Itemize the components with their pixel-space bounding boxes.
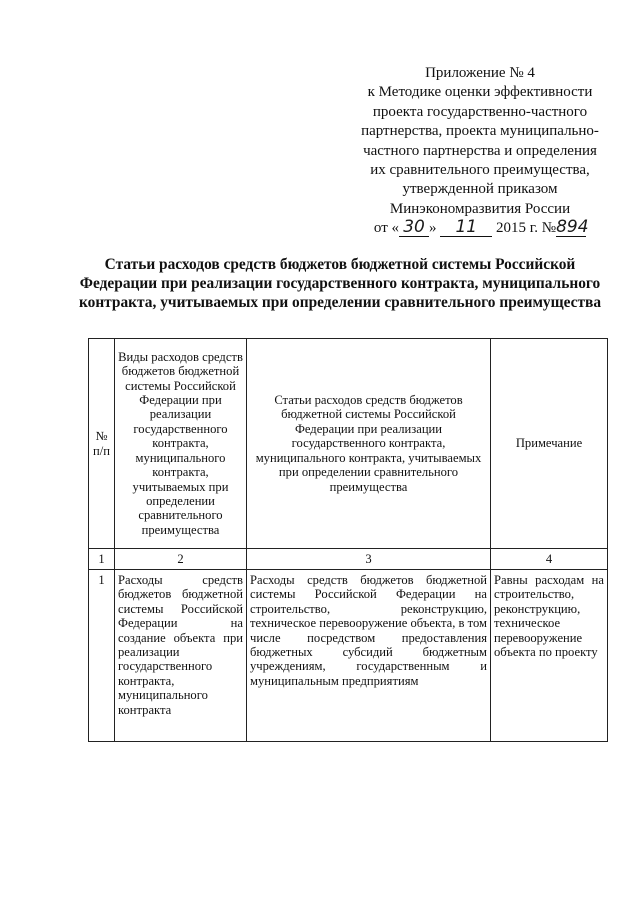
appendix-line: партнерства, проекта муниципально- [361, 123, 599, 140]
appendix-block [340, 64, 620, 239]
table-row [89, 570, 608, 742]
header-expense-type: Виды расходов средств бюджетов бюджетной системы Российской Федерации при реализации государственного контракта, муниципального контракта, учитываемых при определении сравнительного преимущества [115, 339, 247, 549]
order-prefix: от « [373, 220, 400, 237]
header-expense-article: Статьи расходов средств бюджетов бюджетной системы Российской Федерации при реализации государственного контракта, муниципального контракта, учитываемых при определении сравнительного преимущества [247, 339, 491, 549]
document-title [60, 255, 620, 312]
title-line: Федерации при реализации государственного контракта, муниципального [79, 275, 601, 292]
appendix-line: утвержденной приказом [402, 181, 558, 198]
row-number: 1 [89, 570, 115, 742]
column-number-row [89, 549, 608, 570]
handwritten-month: 11 [440, 219, 492, 237]
row-note: Равны расходам на строительство, реконструкцию, техническое перевооружение объекта по проекту [491, 570, 608, 742]
expense-table [88, 338, 608, 742]
column-number: 2 [115, 549, 247, 570]
order-date-line [340, 219, 620, 238]
handwritten-day: 30 [399, 219, 429, 237]
handwritten-order-number: 894 [556, 217, 589, 238]
header-number: № п/п [89, 339, 115, 549]
title-line: Статьи расходов средств бюджетов бюджетной системы Российской [104, 256, 576, 273]
appendix-line: Минэкономразвития России [389, 200, 571, 217]
appendix-line: проекта государственно-частного [372, 103, 588, 120]
column-number: 4 [491, 549, 608, 570]
header-note: Примечание [491, 339, 608, 549]
order-year: 2015 г. № [496, 220, 557, 237]
order-mid: » [429, 220, 437, 237]
row-expense-type: Расходы средств бюджетов бюджетной системы Российской Федерации на создание объекта при реализации государственного контракта, муниципального контракта [115, 570, 247, 742]
table-header-row [89, 339, 608, 549]
appendix-line: их сравнительного преимущества, [370, 162, 590, 179]
title-line: контракта, учитываемых при определении сравнительного преимущества [78, 294, 602, 311]
appendix-line: к Методике оценки эффективности [367, 84, 593, 101]
appendix-line: частного партнерства и определения [363, 142, 597, 159]
column-number: 1 [89, 549, 115, 570]
column-number: 3 [247, 549, 491, 570]
row-expense-article: Расходы средств бюджетов бюджетной системы Российской Федерации на строительство, реконструкцию, техническое перевооружение объекта, в том числе посредством предоставления бюджетных субсидий бюджетным учреждениям, государственным и муниципальным предприятиям [247, 570, 491, 742]
appendix-line: Приложение № 4 [425, 65, 535, 81]
